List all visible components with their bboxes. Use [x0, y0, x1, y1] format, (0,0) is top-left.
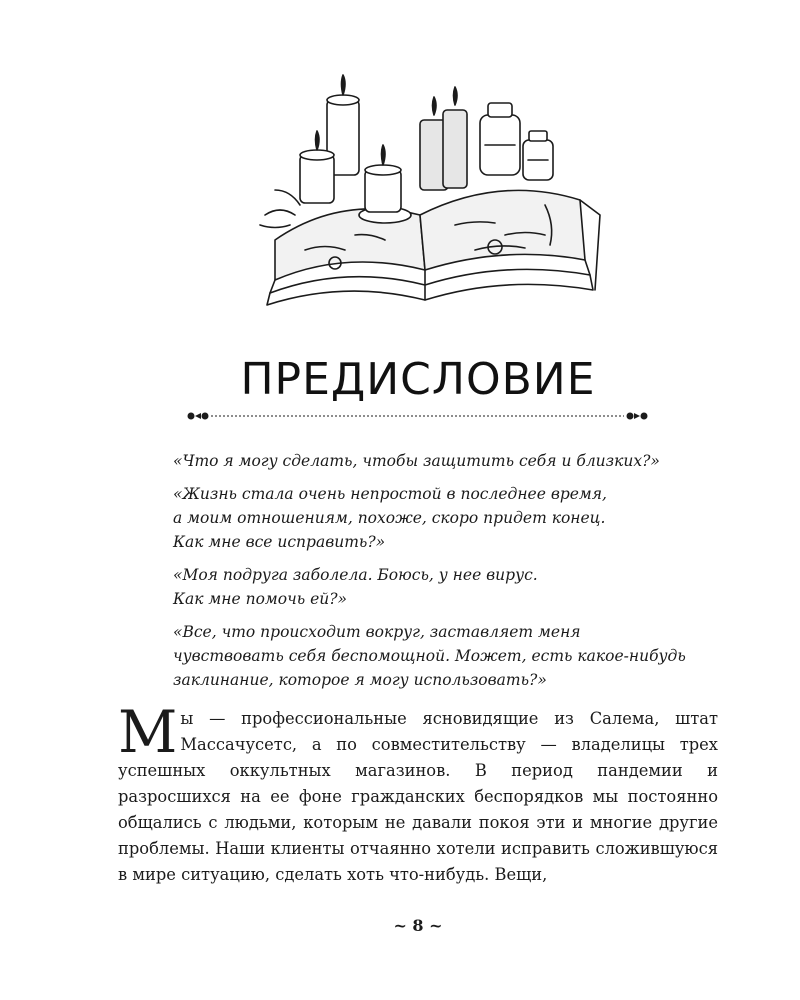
- drop-cap: М: [118, 698, 178, 766]
- quote: «Что я могу сделать, чтобы защитить себя и близких?»: [173, 452, 660, 470]
- body-paragraph: [118, 698, 718, 888]
- ornamental-divider: [185, 408, 650, 424]
- page-number: ~ 8 ~: [393, 916, 443, 935]
- quote: «Моя подруга заболела. Боюсь, у нее вирус. Как мне помочь ей?»: [173, 566, 538, 608]
- page-title: ПРЕДИСЛОВИЕ: [240, 354, 596, 405]
- grimoire-candles-icon: [245, 65, 605, 325]
- body-text: ы — профессиональные ясновидящие из Салема, штат Массачусетс, а по совместительству — владелицы трех успешных оккультных магазинов. В период пандемии и разросшихся на ее фоне гражданских беспорядков мы постоянно общались с людьми, которым не давали покоя эти и многие другие проблемы. Наши клиенты отчаянно хотели исправить сложившуюся в мире ситуацию, сделать хоть что-нибудь. Вещи,: [118, 709, 718, 884]
- quote: «Все, что происходит вокруг, заставляет меня чувствовать себя беспомощной. Может, есть какое-нибудь заклинание, которое я могу использовать?»: [173, 623, 686, 689]
- client-quotes: [173, 449, 733, 701]
- quote: «Жизнь стала очень непростой в последнее время, а моим отношениям, похоже, скоро придет конец. Как мне все исправить?»: [173, 485, 607, 551]
